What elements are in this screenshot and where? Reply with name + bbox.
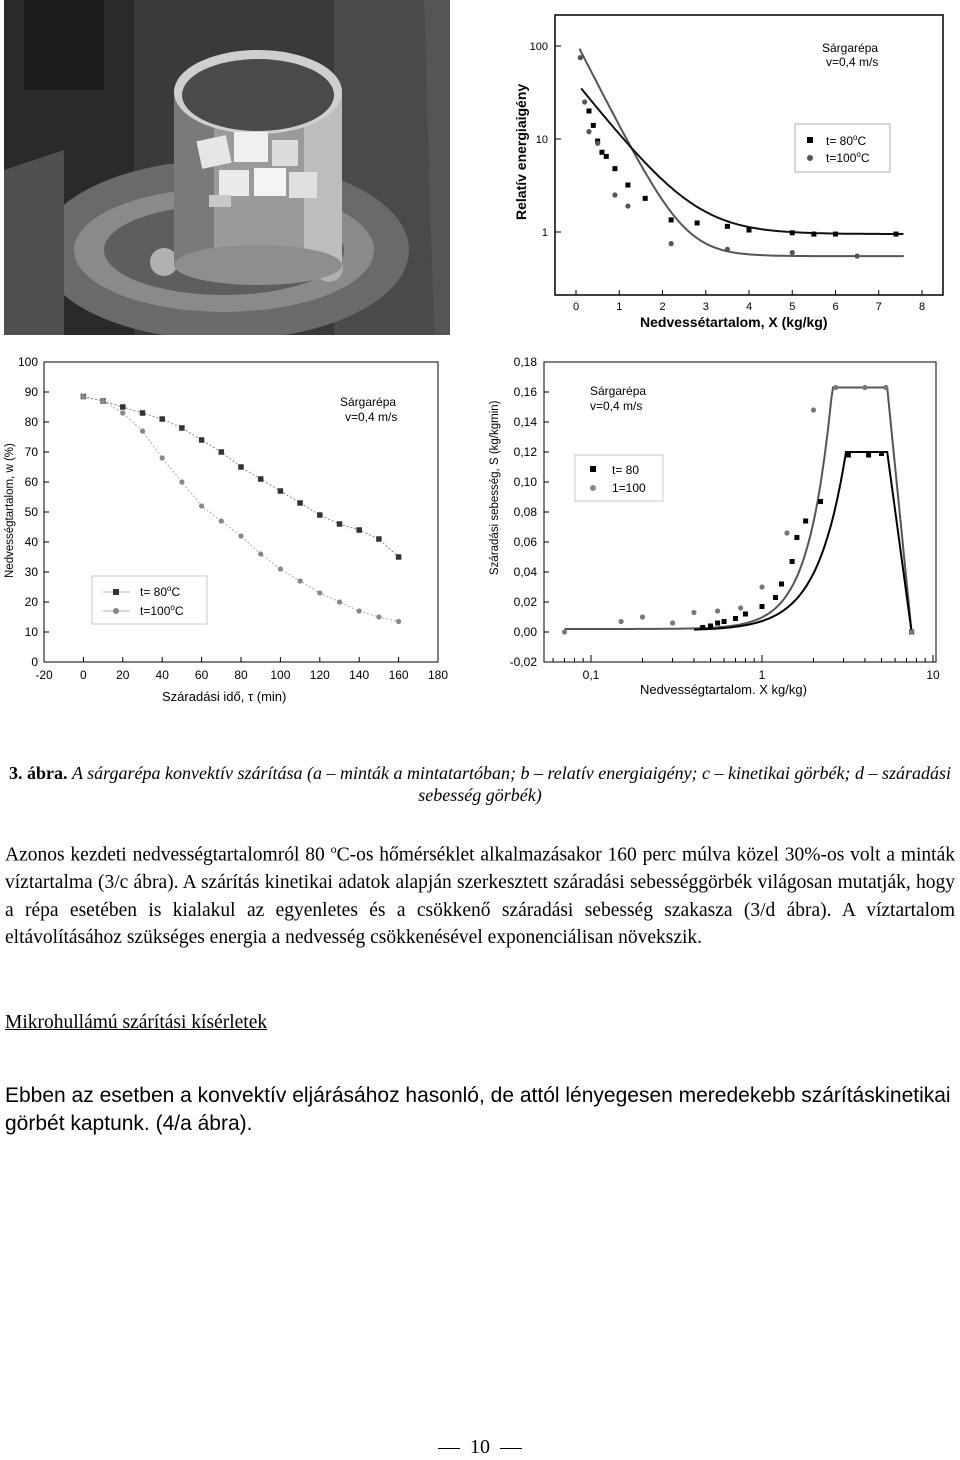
- figure-d-point-100: [670, 620, 675, 625]
- figure-d-point-80: [743, 612, 748, 617]
- figure-c-point-80: [356, 527, 362, 533]
- figure-d-point-100: [715, 608, 720, 613]
- figure-d-point-80: [722, 619, 727, 624]
- figure-b-y-tick-label: 100: [529, 41, 548, 53]
- figure-b-legend-2: $t=100^oC$: [826, 150, 870, 165]
- figure-b-point-80: [643, 196, 648, 201]
- figure-b-legend: [795, 124, 890, 172]
- figure-c-y-tick-label: 100: [17, 355, 38, 369]
- figure-b-legend-circle-icon: [807, 155, 813, 161]
- figure-c-point-100: [357, 608, 362, 613]
- figure-d-point-100: [691, 610, 696, 615]
- figure-d-point-80: [733, 616, 738, 621]
- figure-c-point-100: [81, 394, 86, 399]
- figure-b-x-tick-label: 0: [572, 301, 580, 313]
- figure-d-y-tick-label: 0,04: [513, 565, 537, 579]
- figure-c-x-tick-label: 180: [427, 668, 449, 682]
- figure-c-xlabel: Száradási idő, τ (min): [162, 689, 287, 704]
- figure-b-point-100: [586, 129, 591, 134]
- para1-part-2: C-os hőmérséklet alkalmazásakor 160 perc múlva közel 30%-os volt a minták víztartalma (3/c ábra). A szárítás kinetikai adatok alapján szerkesztett száradási sebességgörbék világosan mutatják, hogy a répa esetében is kialakul az egyenletes és a csökkenő száradási sebesség szakasza (3/d ábra). A víztartalom eltávolításához szükséges energia a nedvesség csökkenésével exponenciálisan növekszik.: [5, 844, 956, 948]
- figure-b-y-tick-label: 10: [535, 134, 548, 146]
- figure-d-point-80: [773, 595, 778, 600]
- figure-c-point-80: [317, 512, 323, 518]
- figure-c-y-tick-label: 20: [24, 595, 38, 609]
- figure-b-note-2: v=0,4 m/s: [826, 55, 879, 69]
- figure-b-point-80: [599, 150, 604, 155]
- figure-d-point-100: [811, 407, 816, 412]
- figure-c-kinetics-chart: [0, 350, 470, 710]
- figure-b-point-100: [612, 192, 617, 197]
- figure-b-point-80: [695, 220, 700, 225]
- figure-c-note-2: v=0,4 m/s: [345, 410, 398, 424]
- figure-c-point-80: [199, 437, 205, 443]
- figure-c-point-80: [297, 500, 303, 506]
- figure-d-point-100: [883, 385, 888, 390]
- figure-d-point-80: [866, 453, 871, 458]
- figure-c-x-tick-label: 80: [234, 668, 248, 682]
- figure-d-note-2: v=0,4 m/s: [590, 399, 643, 413]
- section-heading: Mikrohullámú szárítási kísérletek: [5, 1012, 268, 1033]
- figure-d-point-80: [818, 499, 823, 504]
- figure-c-x-tick-label: 140: [349, 668, 370, 682]
- figure-c-point-100: [120, 410, 125, 415]
- figure-b-point-80: [625, 183, 630, 188]
- figure-c-point-100: [219, 518, 224, 523]
- para1-part-1: Azonos kezdeti nedvességtartalomról 80: [5, 844, 331, 866]
- figure-b-x-ticks: [573, 290, 925, 313]
- figure-b-point-100: [855, 254, 860, 259]
- figure-c-point-80: [376, 536, 382, 542]
- figure-d-point-80: [803, 519, 808, 524]
- figure-d-point-100: [833, 385, 838, 390]
- figure-b-x-tick-label: 3: [702, 301, 709, 313]
- para1-superscript: o: [330, 842, 337, 856]
- figure-b-point-100: [625, 203, 630, 208]
- figure-b-point-80: [811, 232, 816, 237]
- figure-c-y-tick-label: 70: [24, 445, 38, 459]
- figure-d-y-tick-label: 0,08: [513, 505, 537, 519]
- figure-d-x-tick-label: 0,1: [582, 668, 600, 682]
- figure-b-ylabel: Relatív energiaigény: [513, 83, 529, 220]
- figure-c-point-80: [258, 476, 264, 482]
- figure-c-point-100: [278, 566, 283, 571]
- figure-b-point-100: [790, 250, 795, 255]
- figure-d-y-tick-label: 0,10: [513, 475, 537, 489]
- figure-d-marks: [562, 385, 914, 635]
- figure-d-point-80: [790, 559, 795, 564]
- figure-d-y-tick-label: 0,18: [513, 355, 537, 369]
- figure-d-point-80: [700, 625, 705, 630]
- body-paragraph-2: Ebben az esetben a konvektív eljárásához hasonló, de attól lényegesen meredekebb szárításkinetikai görbét kaptunk. (4/a ábra).: [5, 1084, 951, 1135]
- figure-c-point-100: [396, 619, 401, 624]
- figure-c-point-80: [120, 404, 126, 410]
- figure-d-point-80: [794, 535, 799, 540]
- figure-b-x-tick-label: 6: [832, 301, 839, 313]
- figure-d-y-tick-label: 0,02: [513, 595, 537, 609]
- figure-d-rate-chart: [480, 350, 960, 710]
- figure-c-point-80: [159, 416, 165, 422]
- figure-c-x-tick-label: 100: [270, 668, 291, 682]
- figure-c-legend-2: $t=100^oC$: [140, 603, 184, 618]
- page-number: [0, 1436, 960, 1459]
- figure-d-note-1: Sárgarépa: [590, 384, 647, 398]
- sample-container-photo: [4, 0, 450, 335]
- body-paragraph-1: [5, 836, 955, 952]
- figure-d-ylabel: Száradási sebesség, S (kg/kgmin): [489, 400, 501, 575]
- figure-b-legend-1: $t= 80^oC$: [826, 133, 867, 148]
- figure-c-y-tick-label: 30: [24, 565, 38, 579]
- figure-c-legend-1: $t= 80^oC$: [140, 584, 181, 599]
- figure-b-point-80: [591, 123, 596, 128]
- figure-c-point-100: [179, 479, 184, 484]
- figure-d-legend-1: t= 80: [612, 463, 640, 477]
- figure-c-note-1: Sárgarépa: [340, 395, 397, 409]
- figure-c-y-tick-label: 80: [24, 415, 38, 429]
- figure-b-x-tick-label: 5: [789, 301, 796, 313]
- figure-c-point-100: [238, 533, 243, 538]
- figure-d-curve-80: [694, 452, 912, 632]
- figure-b-point-80: [725, 224, 730, 229]
- figure-b-point-100: [578, 55, 583, 60]
- figure-b-energy-chart: [505, 0, 960, 340]
- figure-b-legend-square-icon: [807, 137, 813, 143]
- figure-c-ylabel: Nedvességtartalom, w (%): [4, 443, 16, 578]
- figure-c-x-ticks: [35, 657, 448, 682]
- figure-caption-label: 3. ábra.: [8, 763, 68, 783]
- figure-d-y-tick-label: 0,12: [513, 445, 537, 459]
- figure-c-x-tick-label: 120: [309, 668, 330, 682]
- figure-c-x-tick-label: 20: [116, 668, 130, 682]
- figure-b-point-80: [894, 232, 899, 237]
- figure-d-legend-2: 1=100: [612, 481, 646, 495]
- figure-b-point-100: [725, 247, 730, 252]
- figure-c-point-100: [199, 503, 204, 508]
- figure-d-curve-100: [565, 388, 912, 633]
- figure-b-point-80: [790, 230, 795, 235]
- figure-d-legend-circle-icon: [590, 485, 596, 491]
- figure-c-y-tick-label: 0: [31, 655, 38, 669]
- figure-b-x-tick-label: 1: [616, 301, 623, 313]
- page-number-value: 10: [470, 1436, 490, 1458]
- figure-b-x-tick-label: 2: [659, 301, 666, 313]
- figure-c-legend-circle-icon: [113, 608, 119, 614]
- figure-d-point-100: [784, 530, 789, 535]
- figure-c-y-tick-label: 90: [24, 385, 38, 399]
- figure-c-point-100: [258, 551, 263, 556]
- figure-b-y-ticks: [530, 41, 561, 239]
- figure-c-point-100: [376, 614, 381, 619]
- figure-c-point-80: [278, 488, 284, 494]
- figure-b-point-100: [582, 99, 587, 104]
- figure-c-point-100: [317, 590, 322, 595]
- figure-c-point-100: [140, 428, 145, 433]
- figure-d-y-tick-label: -0,02: [509, 655, 537, 669]
- figure-b-point-80: [669, 217, 674, 222]
- figure-d-point-80: [715, 621, 720, 626]
- figure-d-point-80: [760, 604, 765, 609]
- figure-d-y-tick-label: 0,14: [513, 415, 537, 429]
- figure-b-note-1: Sárgarépa: [822, 41, 879, 55]
- figure-c-x-tick-label: 40: [155, 668, 169, 682]
- figure-c-point-80: [396, 554, 402, 560]
- figure-d-x-tick-label: 1: [758, 668, 766, 682]
- figure-caption: [0, 762, 960, 806]
- figure-b-xlabel: Nedvessétartalom, X (kg/kg): [640, 314, 828, 330]
- figure-d-y-tick-label: 0,16: [513, 385, 537, 399]
- figure-d-legend-square-icon: [590, 466, 596, 472]
- figure-c-point-80: [179, 425, 185, 431]
- figure-caption-text: A sárgarépa konvektív szárítása (a – minták a mintatartóban; b – relatív energiaigény; c – kinetikai görbék; d – száradási sebesség görbék): [71, 763, 952, 805]
- figure-d-point-100: [759, 584, 764, 589]
- figure-d-point-80: [879, 451, 884, 456]
- figure-b-point-80: [586, 109, 591, 114]
- figure-b-x-tick-label: 4: [745, 301, 753, 313]
- figure-b-y-tick-label: 1: [541, 227, 548, 239]
- figure-d-point-80: [708, 624, 713, 629]
- figure-b-x-tick-label: 7: [875, 301, 882, 313]
- figure-c-point-100: [101, 398, 106, 403]
- figure-d-xlabel: Nedvességtartalom. X kg/kg): [640, 682, 807, 697]
- figure-c-x-tick-label: 60: [194, 668, 209, 682]
- figure-c-legend-square-icon: [113, 589, 119, 595]
- figure-c-x-tick-label: 0: [80, 668, 87, 682]
- figure-d-x-ticks: [553, 655, 940, 682]
- figure-d-point-80: [779, 582, 784, 587]
- figure-b-point-80: [612, 166, 617, 171]
- figure-b-point-80: [747, 228, 752, 233]
- figure-b-x-tick-label: 8: [918, 301, 926, 313]
- figure-c-legend: [92, 576, 207, 624]
- figure-d-legend: [575, 455, 663, 501]
- figure-c-y-tick-label: 10: [24, 625, 38, 639]
- figure-d-point-80: [846, 453, 851, 458]
- figure-c-point-80: [238, 464, 244, 470]
- figure-d-point-100: [862, 385, 867, 390]
- figure-c-y-tick-label: 40: [24, 535, 38, 549]
- figure-d-point-100: [562, 629, 567, 634]
- figure-c-point-80: [140, 410, 146, 416]
- figure-b-point-100: [669, 241, 674, 246]
- figure-d-point-100: [640, 614, 645, 619]
- figure-c-y-tick-label: 50: [24, 505, 38, 519]
- figure-d-y-tick-label: 0,06: [513, 535, 537, 549]
- figure-b-point-80: [833, 232, 838, 237]
- figure-c-x-tick-label: -20: [35, 668, 53, 682]
- figure-d-y-tick-label: 0,00: [513, 625, 537, 639]
- figure-c-point-100: [298, 578, 303, 583]
- figure-d-point-100: [619, 619, 624, 624]
- figure-c-point-80: [337, 521, 343, 527]
- figure-c-point-80: [219, 449, 225, 455]
- figure-c-y-tick-label: 60: [24, 475, 38, 489]
- figure-c-x-tick-label: 160: [388, 668, 409, 682]
- figure-c-point-100: [337, 599, 342, 604]
- figure-d-point-100: [909, 629, 914, 634]
- figure-d-x-tick-label: 10: [926, 668, 940, 682]
- figure-d-point-100: [738, 605, 743, 610]
- figure-c-point-100: [160, 455, 165, 460]
- figure-b-point-80: [604, 154, 609, 159]
- figure-d-y-ticks: [510, 355, 549, 669]
- figure-b-point-100: [595, 141, 600, 146]
